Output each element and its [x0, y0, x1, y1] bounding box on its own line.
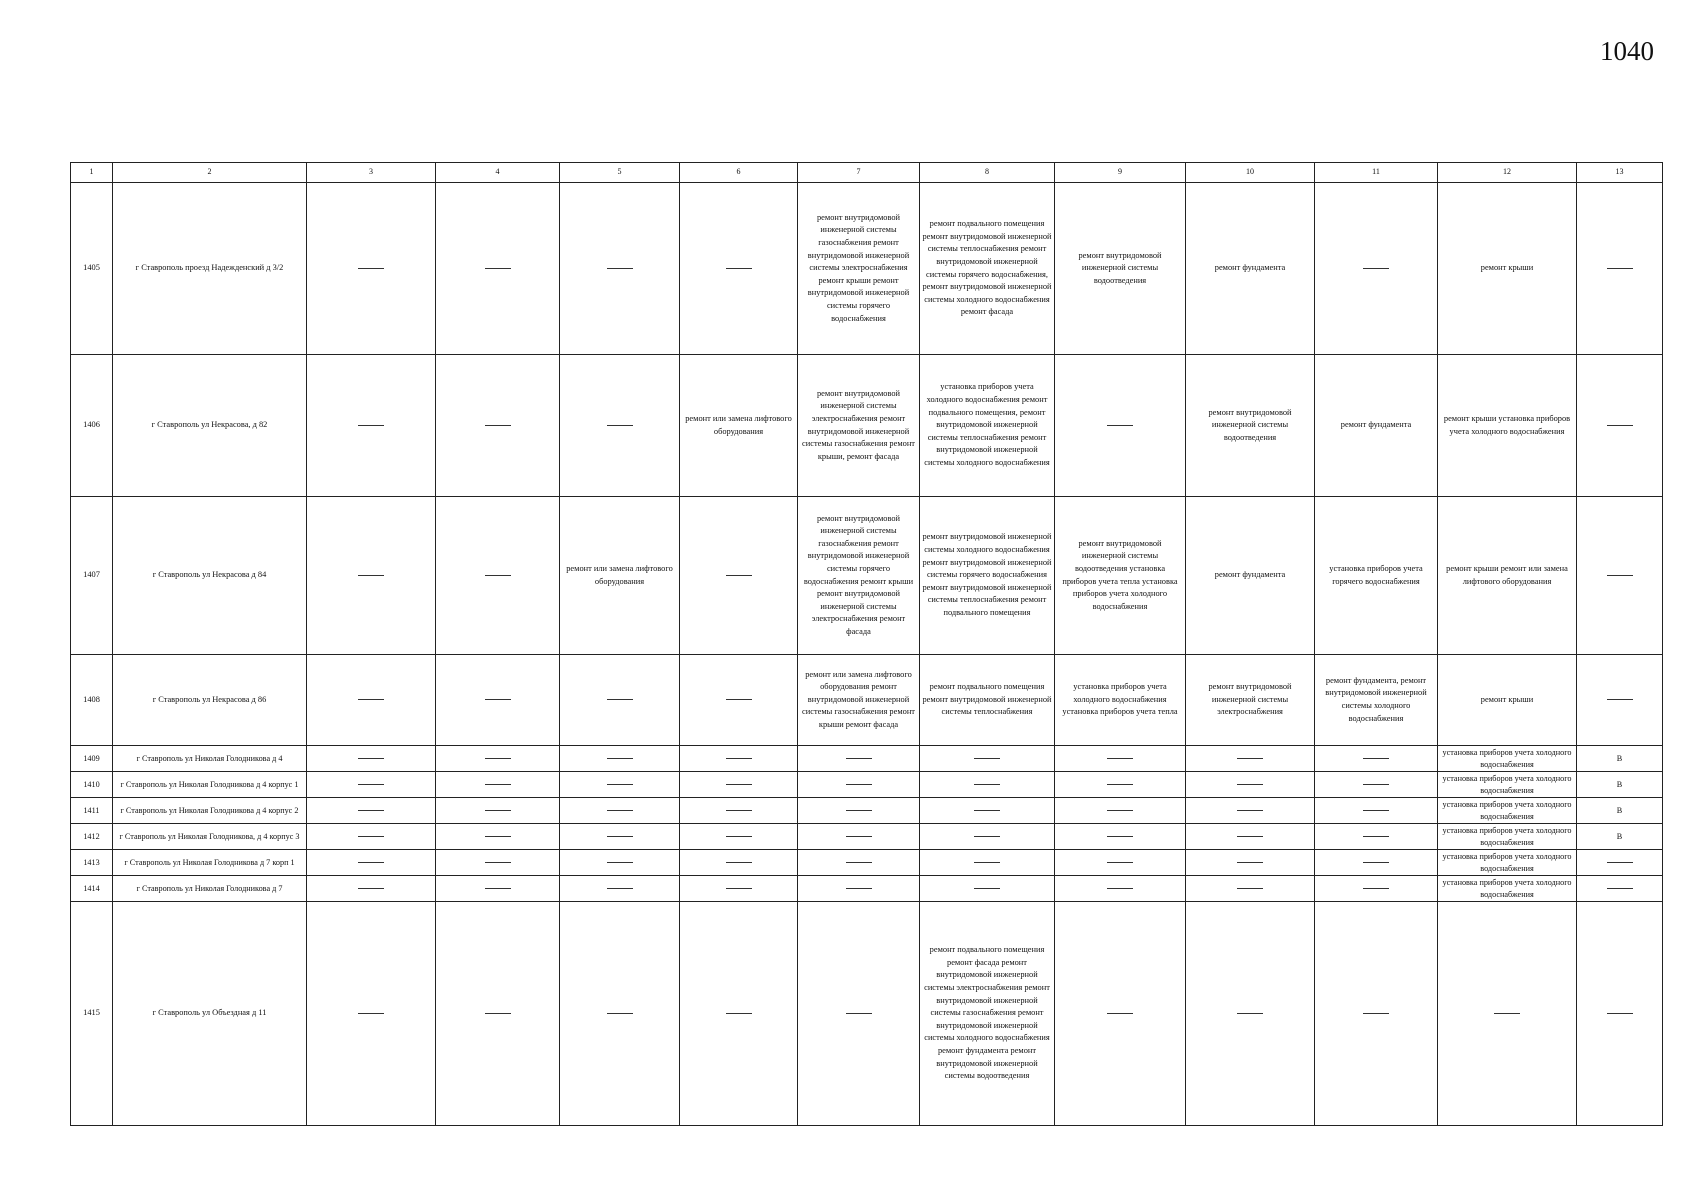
dash-mark — [846, 862, 872, 863]
dash-mark — [1237, 810, 1263, 811]
empty-cell — [680, 183, 798, 355]
column-header: 3 — [307, 163, 436, 183]
work-type-cell: ремонт внутридомовой инженерной системы электроснабжения — [1186, 655, 1315, 746]
empty-cell — [1315, 850, 1438, 876]
row-number: 1410 — [71, 772, 113, 798]
empty-cell — [1577, 355, 1663, 497]
work-type-cell: ремонт или замена лифтового оборудования — [560, 497, 680, 655]
dash-mark — [1237, 758, 1263, 759]
work-type-cell: ремонт внутридомовой инженерной системы водоотведения установка приборов учета тепла установка приборов учета холодного водоснабжения — [1055, 497, 1186, 655]
dash-mark — [1363, 784, 1389, 785]
dash-mark — [846, 836, 872, 837]
empty-cell — [436, 798, 560, 824]
empty-cell — [560, 902, 680, 1126]
empty-cell — [436, 876, 560, 902]
dash-mark — [607, 810, 633, 811]
dash-mark — [485, 699, 511, 700]
table-row — [71, 497, 1663, 655]
empty-cell — [920, 850, 1055, 876]
table-row — [71, 824, 1663, 850]
empty-cell — [1577, 850, 1663, 876]
work-type-cell: установка приборов учета холодного водоснабжения — [1438, 746, 1577, 772]
dash-mark — [1607, 888, 1633, 889]
empty-cell — [436, 746, 560, 772]
empty-cell — [436, 183, 560, 355]
dash-mark — [1363, 836, 1389, 837]
column-header: 6 — [680, 163, 798, 183]
empty-cell — [1577, 655, 1663, 746]
dash-mark — [1607, 862, 1633, 863]
dash-mark — [846, 888, 872, 889]
dash-mark — [607, 699, 633, 700]
dash-mark — [358, 268, 384, 269]
dash-mark — [358, 1013, 384, 1014]
dash-mark — [485, 758, 511, 759]
dash-mark — [1363, 862, 1389, 863]
row-number: 1408 — [71, 655, 113, 746]
table-row — [71, 850, 1663, 876]
table-row — [71, 902, 1663, 1126]
empty-cell — [307, 355, 436, 497]
dash-mark — [974, 862, 1000, 863]
dash-mark — [485, 888, 511, 889]
table-body — [71, 183, 1663, 1126]
dash-mark — [358, 699, 384, 700]
dash-mark — [726, 836, 752, 837]
work-type-cell: ремонт внутридомовой инженерной системы водоотведения — [1055, 183, 1186, 355]
empty-cell — [1055, 746, 1186, 772]
dash-mark — [485, 810, 511, 811]
dash-mark — [846, 810, 872, 811]
empty-cell — [1315, 876, 1438, 902]
dash-mark — [485, 425, 511, 426]
dash-mark — [846, 758, 872, 759]
work-type-cell: установка приборов учета холодного водоснабжения — [1438, 824, 1577, 850]
page-number: 1040 — [1600, 36, 1654, 66]
address-cell: г Ставрополь ул Некрасова д 86 — [113, 655, 307, 746]
row-number: 1414 — [71, 876, 113, 902]
empty-cell — [1186, 798, 1315, 824]
empty-cell — [798, 772, 920, 798]
repair-schedule-table — [70, 162, 1663, 1126]
empty-cell — [1055, 876, 1186, 902]
address-cell: г Ставрополь ул Николая Голодникова д 4 корпус 1 — [113, 772, 307, 798]
empty-cell — [798, 850, 920, 876]
empty-cell — [798, 798, 920, 824]
empty-cell — [560, 798, 680, 824]
dash-mark — [1107, 784, 1133, 785]
dash-mark — [1607, 268, 1633, 269]
empty-cell — [436, 850, 560, 876]
dash-mark — [726, 784, 752, 785]
empty-cell — [307, 497, 436, 655]
table-row — [71, 876, 1663, 902]
dash-mark — [726, 268, 752, 269]
work-type-cell: ремонт фундамента — [1186, 183, 1315, 355]
empty-cell — [920, 876, 1055, 902]
empty-cell — [436, 772, 560, 798]
column-header: 5 — [560, 163, 680, 183]
row-number: 1406 — [71, 355, 113, 497]
empty-cell — [1577, 902, 1663, 1126]
dash-mark — [1237, 1013, 1263, 1014]
priority-letter-cell: В — [1577, 798, 1663, 824]
dash-mark — [1107, 810, 1133, 811]
work-type-cell: ремонт крыши ремонт или замена лифтового оборудования — [1438, 497, 1577, 655]
dash-mark — [485, 784, 511, 785]
empty-cell — [307, 746, 436, 772]
dash-mark — [485, 862, 511, 863]
column-header: 4 — [436, 163, 560, 183]
dash-mark — [974, 784, 1000, 785]
work-type-cell: ремонт внутридомовой инженерной системы водоотведения — [1186, 355, 1315, 497]
empty-cell — [1055, 824, 1186, 850]
empty-cell — [1186, 876, 1315, 902]
work-type-cell: установка приборов учета горячего водоснабжения — [1315, 497, 1438, 655]
row-number: 1407 — [71, 497, 113, 655]
address-cell: г Ставрополь ул Некрасова д 84 — [113, 497, 307, 655]
work-type-cell: ремонт или замена лифтового оборудования ремонт внутридомовой инженерной системы газоснабжения ремонт крыши ремонт фасада — [798, 655, 920, 746]
dash-mark — [1237, 888, 1263, 889]
dash-mark — [1107, 862, 1133, 863]
dash-mark — [485, 836, 511, 837]
address-cell: г Ставрополь ул Николая Голодникова д 4 корпус 2 — [113, 798, 307, 824]
empty-cell — [307, 655, 436, 746]
empty-cell — [1315, 746, 1438, 772]
dash-mark — [1107, 888, 1133, 889]
table-row — [71, 772, 1663, 798]
address-cell: г Ставрополь ул Николая Голодникова д 7 — [113, 876, 307, 902]
empty-cell — [560, 655, 680, 746]
empty-cell — [436, 497, 560, 655]
table-row — [71, 183, 1663, 355]
empty-cell — [307, 183, 436, 355]
dash-mark — [974, 888, 1000, 889]
empty-cell — [920, 746, 1055, 772]
empty-cell — [1315, 772, 1438, 798]
empty-cell — [680, 772, 798, 798]
dash-mark — [1363, 810, 1389, 811]
row-number: 1405 — [71, 183, 113, 355]
empty-cell — [920, 772, 1055, 798]
empty-cell — [560, 876, 680, 902]
work-type-cell: установка приборов учета холодного водоснабжения ремонт подвального помещения, ремонт внутридомовой инженерной системы теплоснабжения ремонт внутридомовой инженерной системы холодного водоснабжения — [920, 355, 1055, 497]
dash-mark — [358, 836, 384, 837]
work-type-cell: ремонт крыши установка приборов учета холодного водоснабжения — [1438, 355, 1577, 497]
dash-mark — [607, 784, 633, 785]
empty-cell — [680, 850, 798, 876]
row-number: 1409 — [71, 746, 113, 772]
empty-cell — [560, 772, 680, 798]
address-cell: г Ставрополь ул Николая Голодникова д 7 корп 1 — [113, 850, 307, 876]
column-header: 8 — [920, 163, 1055, 183]
work-type-cell: ремонт фундамента, ремонт внутридомовой инженерной системы холодного водоснабжения — [1315, 655, 1438, 746]
empty-cell — [1577, 876, 1663, 902]
address-cell: г Ставрополь проезд Надежденский д 3/2 — [113, 183, 307, 355]
empty-cell — [560, 746, 680, 772]
empty-cell — [436, 655, 560, 746]
empty-cell — [1055, 902, 1186, 1126]
dash-mark — [1363, 268, 1389, 269]
empty-cell — [307, 824, 436, 850]
empty-cell — [680, 497, 798, 655]
header-row — [71, 163, 1663, 183]
work-type-cell: ремонт внутридомовой инженерной системы холодного водоснабжения ремонт внутридомовой инженерной системы горячего водоснабжения ремонт внутридомовой инженерной системы теплоснабжения ремонт подвального помещения — [920, 497, 1055, 655]
dash-mark — [607, 425, 633, 426]
dash-mark — [1237, 784, 1263, 785]
work-type-cell: ремонт крыши — [1438, 183, 1577, 355]
dash-mark — [358, 575, 384, 576]
dash-mark — [358, 758, 384, 759]
row-number: 1415 — [71, 902, 113, 1126]
dash-mark — [485, 575, 511, 576]
empty-cell — [307, 850, 436, 876]
empty-cell — [1055, 850, 1186, 876]
empty-cell — [920, 824, 1055, 850]
empty-cell — [680, 876, 798, 902]
empty-cell — [1438, 902, 1577, 1126]
dash-mark — [485, 1013, 511, 1014]
dash-mark — [1607, 699, 1633, 700]
empty-cell — [1577, 183, 1663, 355]
empty-cell — [798, 824, 920, 850]
empty-cell — [1055, 355, 1186, 497]
empty-cell — [1315, 798, 1438, 824]
dash-mark — [607, 888, 633, 889]
work-type-cell: установка приборов учета холодного водоснабжения — [1438, 850, 1577, 876]
work-type-cell: ремонт крыши — [1438, 655, 1577, 746]
row-number: 1411 — [71, 798, 113, 824]
row-number: 1413 — [71, 850, 113, 876]
empty-cell — [1186, 902, 1315, 1126]
dash-mark — [358, 810, 384, 811]
address-cell: г Ставрополь ул Объездная д 11 — [113, 902, 307, 1126]
dash-mark — [1607, 425, 1633, 426]
work-type-cell: ремонт подвального помещения ремонт фасада ремонт внутридомовой инженерной системы электроснабжения ремонт внутридомовой инженерной системы газоснабжения ремонт внутридомовой инженерной системы холодного водоснабжения ремонт фундамента ремонт внутридомовой инженерной системы водоотведения — [920, 902, 1055, 1126]
dash-mark — [607, 268, 633, 269]
work-type-cell: установка приборов учета холодного водоснабжения установка приборов учета тепла — [1055, 655, 1186, 746]
column-header: 10 — [1186, 163, 1315, 183]
dash-mark — [726, 758, 752, 759]
empty-cell — [680, 746, 798, 772]
empty-cell — [307, 876, 436, 902]
dash-mark — [726, 888, 752, 889]
empty-cell — [560, 824, 680, 850]
empty-cell — [680, 798, 798, 824]
row-number: 1412 — [71, 824, 113, 850]
dash-mark — [358, 888, 384, 889]
empty-cell — [436, 355, 560, 497]
work-type-cell: ремонт фундамента — [1186, 497, 1315, 655]
empty-cell — [307, 902, 436, 1126]
dash-mark — [607, 862, 633, 863]
table-row — [71, 798, 1663, 824]
dash-mark — [726, 862, 752, 863]
dash-mark — [1607, 575, 1633, 576]
empty-cell — [798, 902, 920, 1126]
address-cell: г Ставрополь ул Николая Голодникова, д 4 корпус 3 — [113, 824, 307, 850]
dash-mark — [607, 1013, 633, 1014]
empty-cell — [307, 772, 436, 798]
dash-mark — [1107, 1013, 1133, 1014]
table-row — [71, 655, 1663, 746]
dash-mark — [726, 575, 752, 576]
empty-cell — [920, 798, 1055, 824]
dash-mark — [358, 784, 384, 785]
empty-cell — [1315, 824, 1438, 850]
dash-mark — [1107, 758, 1133, 759]
empty-cell — [307, 798, 436, 824]
dash-mark — [358, 425, 384, 426]
priority-letter-cell: В — [1577, 772, 1663, 798]
priority-letter-cell: В — [1577, 824, 1663, 850]
work-type-cell: ремонт внутридомовой инженерной системы газоснабжения ремонт внутридомовой инженерной системы электроснабжения ремонт крыши ремонт внутридомовой инженерной системы горячего водоснабжения — [798, 183, 920, 355]
dash-mark — [1607, 1013, 1633, 1014]
empty-cell — [1186, 824, 1315, 850]
dash-mark — [846, 784, 872, 785]
work-type-cell: установка приборов учета холодного водоснабжения — [1438, 876, 1577, 902]
empty-cell — [436, 902, 560, 1126]
work-type-cell: ремонт фундамента — [1315, 355, 1438, 497]
empty-cell — [680, 824, 798, 850]
empty-cell — [436, 824, 560, 850]
empty-cell — [798, 876, 920, 902]
empty-cell — [1055, 772, 1186, 798]
empty-cell — [1186, 850, 1315, 876]
column-header: 11 — [1315, 163, 1438, 183]
dash-mark — [726, 810, 752, 811]
column-header: 13 — [1577, 163, 1663, 183]
empty-cell — [798, 746, 920, 772]
table-row — [71, 355, 1663, 497]
dash-mark — [358, 862, 384, 863]
dash-mark — [607, 836, 633, 837]
column-header: 2 — [113, 163, 307, 183]
column-header: 12 — [1438, 163, 1577, 183]
dash-mark — [1237, 862, 1263, 863]
work-type-cell: ремонт подвального помещения ремонт внутридомовой инженерной системы теплоснабжения ремонт внутридомовой инженерной системы горячего водоснабжения, ремонт внутридомовой инженерной системы холодного водоснабжения ремонт фасада — [920, 183, 1055, 355]
dash-mark — [974, 810, 1000, 811]
dash-mark — [1107, 425, 1133, 426]
empty-cell — [1186, 746, 1315, 772]
dash-mark — [607, 758, 633, 759]
work-type-cell: ремонт подвального помещения ремонт внутридомовой инженерной системы теплоснабжения — [920, 655, 1055, 746]
dash-mark — [485, 268, 511, 269]
priority-letter-cell: В — [1577, 746, 1663, 772]
dash-mark — [1237, 836, 1263, 837]
work-type-cell: установка приборов учета холодного водоснабжения — [1438, 772, 1577, 798]
work-type-cell: ремонт внутридомовой инженерной системы газоснабжения ремонт внутридомовой инженерной системы горячего водоснабжения ремонт крыши ремонт внутридомовой инженерной системы электроснабжения ремонт фасада — [798, 497, 920, 655]
dash-mark — [846, 1013, 872, 1014]
empty-cell — [560, 183, 680, 355]
empty-cell — [1315, 183, 1438, 355]
table-row — [71, 746, 1663, 772]
empty-cell — [680, 902, 798, 1126]
empty-cell — [1577, 497, 1663, 655]
column-header: 9 — [1055, 163, 1186, 183]
dash-mark — [726, 699, 752, 700]
column-header: 7 — [798, 163, 920, 183]
work-type-cell: установка приборов учета холодного водоснабжения — [1438, 798, 1577, 824]
dash-mark — [1107, 836, 1133, 837]
empty-cell — [1186, 772, 1315, 798]
empty-cell — [560, 850, 680, 876]
empty-cell — [1055, 798, 1186, 824]
dash-mark — [974, 836, 1000, 837]
work-type-cell: ремонт внутридомовой инженерной системы электроснабжения ремонт внутридомовой инженерной системы газоснабжения ремонт крыши, ремонт фасада — [798, 355, 920, 497]
dash-mark — [1363, 1013, 1389, 1014]
dash-mark — [1363, 888, 1389, 889]
empty-cell — [1315, 902, 1438, 1126]
dash-mark — [726, 1013, 752, 1014]
address-cell: г Ставрополь ул Николая Голодникова д 4 — [113, 746, 307, 772]
dash-mark — [974, 758, 1000, 759]
empty-cell — [560, 355, 680, 497]
work-type-cell: ремонт или замена лифтового оборудования — [680, 355, 798, 497]
column-header: 1 — [71, 163, 113, 183]
dash-mark — [1494, 1013, 1520, 1014]
empty-cell — [680, 655, 798, 746]
address-cell: г Ставрополь ул Некрасова, д 82 — [113, 355, 307, 497]
dash-mark — [1363, 758, 1389, 759]
